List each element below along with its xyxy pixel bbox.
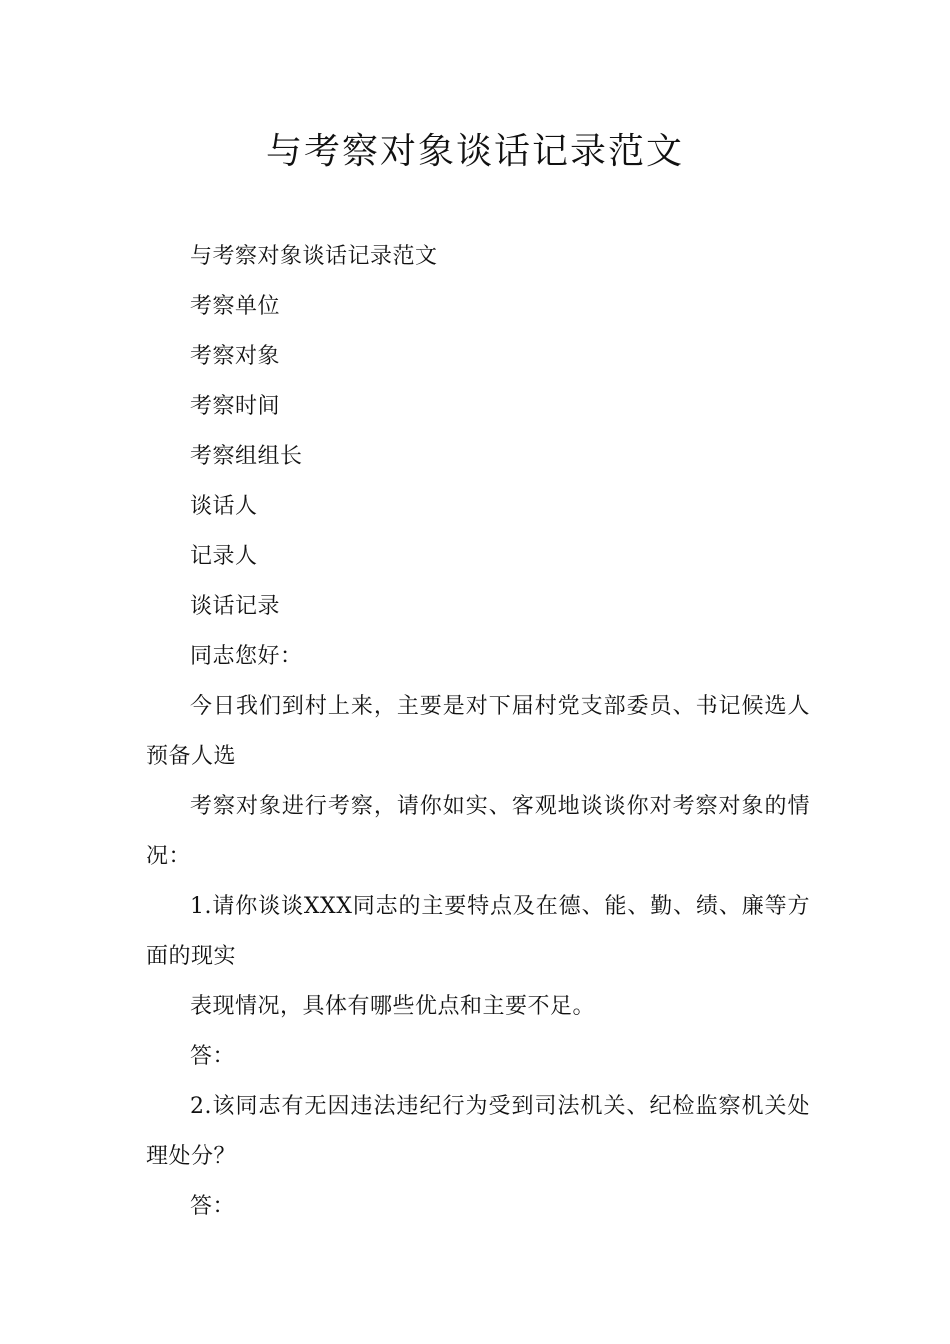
document-title: 与考察对象谈话记录范文 [265,131,684,172]
paragraph-interview-record: 谈话记录 [190,594,281,619]
paragraph-team-leader: 考察组组长 [190,444,303,469]
paragraph-recorder: 记录人 [190,544,258,569]
document-body [146,232,810,1232]
paragraph-inspection-target: 考察对象 [190,344,281,369]
paragraph-answer-1: 答： [190,1044,236,1069]
paragraph-greeting: 同志您好： [190,644,303,669]
paragraph-question-1-cont: 表现情况，具体有哪些优点和主要不足。 [190,994,596,1019]
paragraph-inspection-time: 考察时间 [190,394,281,419]
paragraph-request: 考察对象进行考察，请你如实、客观地谈谈你对考察对象的情况： [146,794,810,869]
paragraph-question-2: 2.该同志有无因违法违纪行为受到司法机关、纪检监察机关处理处分？ [146,1094,810,1169]
paragraph-intro: 今日我们到村上来，主要是对下届村党支部委员、书记候选人预备人选 [146,694,810,769]
paragraph-question-1: 1.请你谈谈XXX同志的主要特点及在德、能、勤、绩、廉等方面的现实 [146,894,810,969]
paragraph-answer-2: 答： [190,1194,236,1219]
paragraph-inspection-unit: 考察单位 [190,294,281,319]
paragraph-doc-heading: 与考察对象谈话记录范文 [190,244,438,269]
paragraph-interviewer: 谈话人 [190,494,258,519]
